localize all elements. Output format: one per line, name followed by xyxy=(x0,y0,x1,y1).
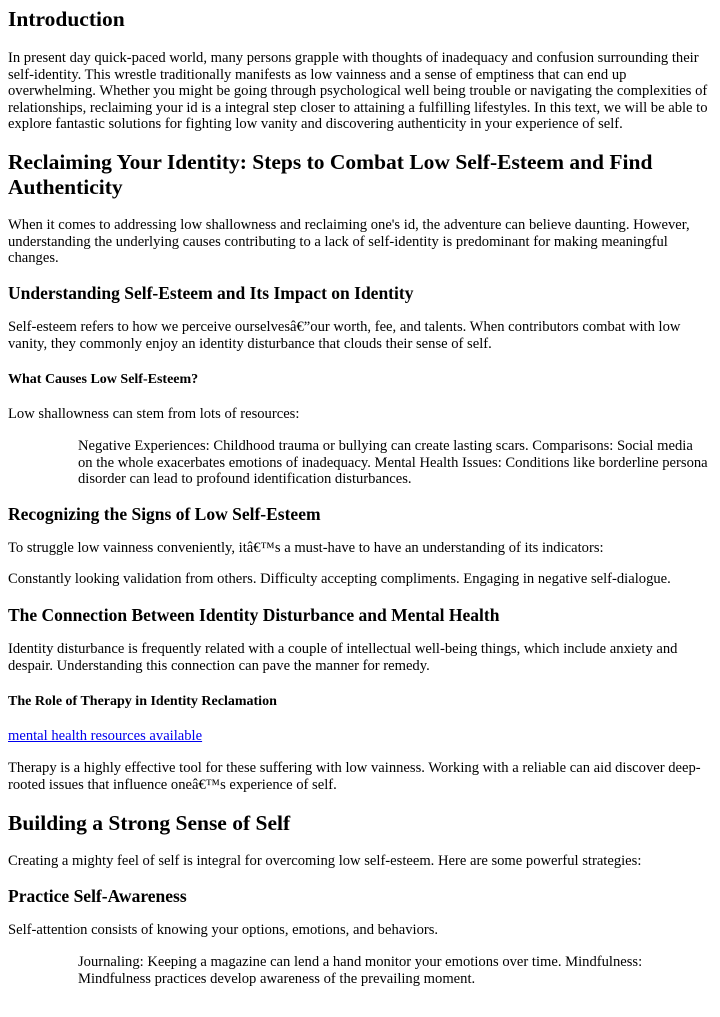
causes-heading: What Causes Low Self-Esteem? xyxy=(8,372,199,387)
mental-health-resources-link[interactable]: mental health resources available xyxy=(8,728,203,744)
building-heading: Building a Strong Sense of Self xyxy=(8,811,291,835)
therapy-heading: The Role of Therapy in Identity Reclamation xyxy=(8,694,277,709)
connection-paragraph: Identity disturbance is frequently related with a couple of intellectual well-being things, which include anxiety and despair. Understanding this connection can pave the manner for remedy. xyxy=(8,641,678,674)
intro-paragraph: In present day quick-paced world, many persons grapple with thoughts of inadequacy and confusion surrounding their self-identity. This wrestle traditionally manifests as low vainness and a sense of emptiness that can end up overwhelming. Whether you might be going through psychological well being trouble or navigating the complexities of relationships, reclaiming your id is a integral step closer to attaining a fulfilling lifestyles. In this text, we will be able to explore fantastic solutions for fighting low vanity and discovering authenticity in your experience of self. xyxy=(8,50,708,132)
awareness-quote: Journaling: Keeping a magazine can lend a hand monitor your emotions over time. Mindfulness: Mindfulness practices develop awareness of the prevailing moment. xyxy=(78,954,643,987)
signs-heading: Recognizing the Signs of Low Self-Esteem xyxy=(8,504,321,524)
reclaiming-heading: Reclaiming Your Identity: Steps to Combat Low Self-Esteem and Find Authenticity xyxy=(8,150,653,199)
intro-heading: Introduction xyxy=(8,7,125,31)
signs-paragraph-2: Constantly looking validation from others. Difficulty accepting compliments. Engaging in negative self-dialogue. xyxy=(8,571,671,587)
awareness-heading: Practice Self-Awareness xyxy=(8,886,187,906)
building-paragraph: Creating a mighty feel of self is integral for overcoming low self-esteem. Here are some powerful strategies: xyxy=(8,853,642,869)
therapy-link-paragraph xyxy=(8,728,710,745)
understanding-heading: Understanding Self-Esteem and Its Impact on Identity xyxy=(8,283,414,303)
understanding-paragraph: Self-esteem refers to how we perceive ourselvesâ€”our worth, fee, and talents. When contributors combat with low vanity, they commonly enjoy an identity disturbance that clouds their sense of self. xyxy=(8,319,681,352)
awareness-paragraph: Self-attention consists of knowing your options, emotions, and behaviors. xyxy=(8,922,439,938)
causes-paragraph: Low shallowness can stem from lots of resources: xyxy=(8,406,300,422)
connection-heading: The Connection Between Identity Disturbance and Mental Health xyxy=(8,605,500,625)
signs-paragraph-1: To struggle low vainness conveniently, itâ€™s a must-have to have an understanding of its indicators: xyxy=(8,540,604,556)
therapy-paragraph: Therapy is a highly effective tool for these suffering with low vainness. Working with a reliable can aid discover deep-rooted issues that influence oneâ€™s experience of self. xyxy=(8,760,701,793)
causes-quote: Negative Experiences: Childhood trauma or bullying can create lasting scars. Comparisons: Social media on the whole exacerbates emotions of inadequacy. Mental Health Issues: Conditions like borderline persona disorder can lead to profound identification disturbances. xyxy=(78,438,708,487)
reclaiming-paragraph: When it comes to addressing low shallowness and reclaiming one's id, the adventure can believe daunting. However, understanding the underlying causes contributing to a lack of self-identity is predominant for making meaningful changes. xyxy=(8,217,690,266)
